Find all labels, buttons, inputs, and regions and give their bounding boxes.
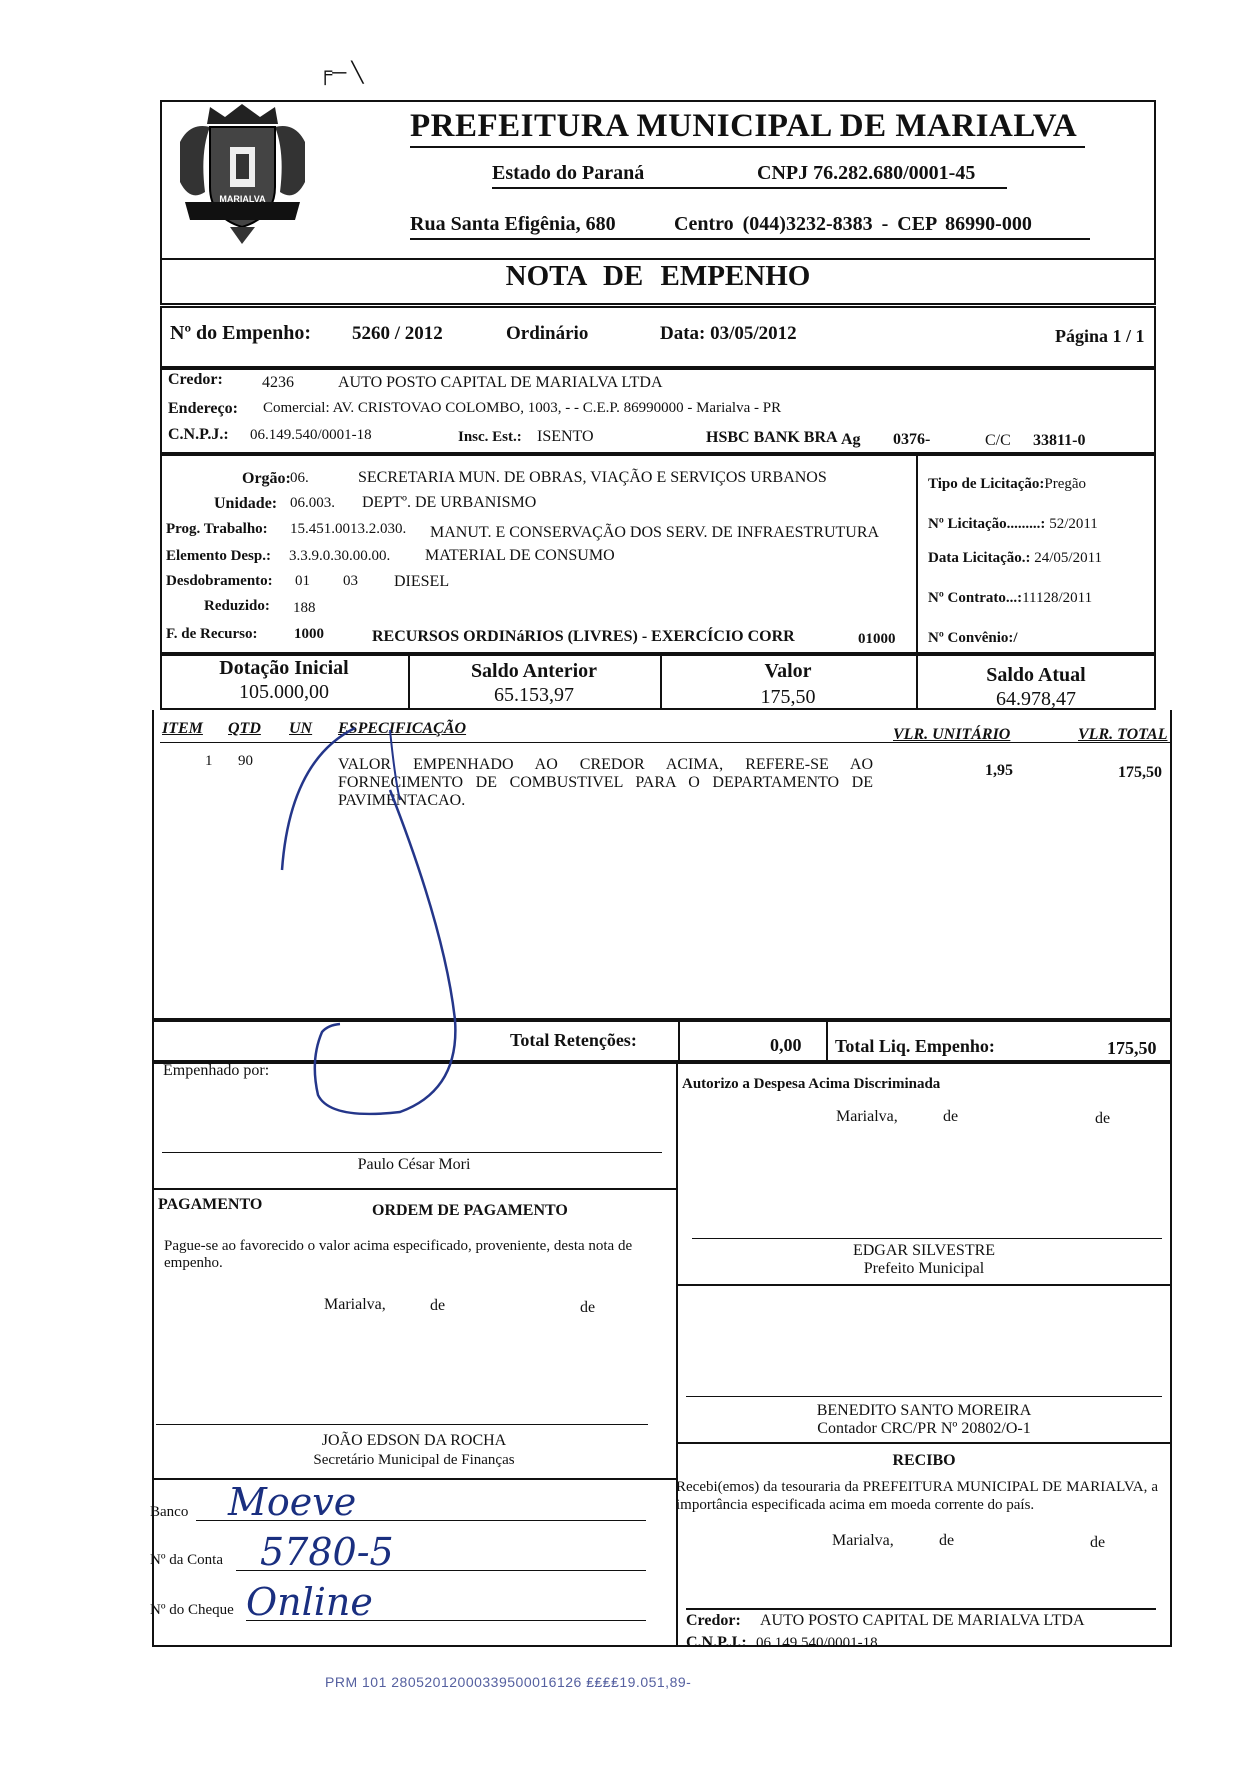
recibo-de1: de <box>939 1532 955 1549</box>
licitacao-numero-label: Nº Licitação.........: <box>928 516 1046 532</box>
autorizo-de1: de <box>943 1108 959 1125</box>
pagamento-label: PAGAMENTO <box>158 1196 263 1213</box>
banco-handwritten: Moeve <box>228 1480 357 1524</box>
reduzido-value: 188 <box>293 600 316 616</box>
desdob-label: Desdobramento: <box>166 573 273 589</box>
dotacao-label: Dotação Inicial <box>219 657 349 679</box>
orgao-name: SECRETARIA MUN. DE OBRAS, VIAÇÃO E SERVIÇOS URBANOS <box>358 469 827 486</box>
credor-label: Credor: <box>168 371 223 388</box>
recurso-code2: 01000 <box>858 631 896 647</box>
total-liq-label: Total Liq. Empenho: <box>835 1036 995 1056</box>
recurso-label: F. de Recurso: <box>166 626 258 642</box>
elemento-name: MATERIAL DE CONSUMO <box>425 547 615 564</box>
licitacao-numero-value: 52/2011 <box>1049 516 1098 532</box>
pagamento-de2: de <box>580 1299 596 1316</box>
banco-label: Banco <box>150 1504 189 1520</box>
item-vlr-total: 175,50 <box>1118 764 1162 781</box>
empenhado-name: Paulo César Mori <box>357 1156 471 1173</box>
recibo-de2: de <box>1090 1534 1106 1551</box>
saldo-anterior-value: 65.153,97 <box>494 684 574 706</box>
total-liq-value: 175,50 <box>1107 1038 1157 1058</box>
state-name: Estado do Paraná <box>492 162 645 184</box>
accountant-title: Contador CRC/PR Nº 20802/O-1 <box>817 1420 1031 1437</box>
vlr-unit-header: VLR. UNITÁRIO <box>893 726 1011 743</box>
conta-handwritten: 5780-5 <box>260 1530 394 1574</box>
orgao-label: Orgão: <box>242 470 291 487</box>
empenho-number-label: Nº do Empenho: <box>170 322 312 344</box>
account-label: C/C <box>985 432 1011 449</box>
saldo-anterior-label: Saldo Anterior <box>470 660 598 682</box>
recibo-text: Recebi(emos) da tesouraria da PREFEITURA MUNICIPAL DE MARIALVA, a importância especificada acima em moeda corrente do país. <box>676 1479 1158 1513</box>
municipality-address: Rua Santa Efigênia, 680 <box>410 213 616 235</box>
saldo-atual-value: 64.978,47 <box>996 688 1076 710</box>
prog-name: MANUT. E CONSERVAÇÃO DOS SERV. DE INFRAESTRUTURA <box>430 524 880 541</box>
desdob-name: DIESEL <box>394 573 450 590</box>
retencoes-value: 0,00 <box>770 1035 802 1055</box>
item-number: 1 <box>205 753 213 769</box>
valor-label: Valor <box>764 660 812 682</box>
unidade-code: 06.003. <box>290 495 335 511</box>
desdob-code1: 01 <box>295 573 310 589</box>
municipality-contact: Centro (044)3232-8383 - CEP 86990-000 <box>674 213 1032 235</box>
credor-cnpj-label: C.N.P.J.: <box>168 426 229 443</box>
conta-label: Nº da Conta <box>150 1552 223 1568</box>
agency-number: 0376- <box>893 431 931 448</box>
item-header: ITEM <box>162 720 203 737</box>
elemento-label: Elemento Desp.: <box>166 548 271 564</box>
recurso-name: RECURSOS ORDINáRIOS (LIVRES) - EXERCÍCIO CORR <box>372 628 795 645</box>
mayor-title: Prefeito Municipal <box>863 1260 985 1277</box>
licitacao-tipo-label-text: Tipo de Licitação: <box>928 476 1045 492</box>
recibo-cnpj: 06.149.540/0001-18 <box>756 1635 878 1651</box>
credor-address: Comercial: AV. CRISTOVAO COLOMBO, 1003, - - C.E.P. 86990000 - Marialva - PR <box>263 400 782 416</box>
valor-value: 175,50 <box>760 686 816 708</box>
account-number: 33811-0 <box>1033 432 1086 449</box>
empenho-type: Ordinário <box>506 323 589 344</box>
secretary-name: JOÃO EDSON DA ROCHA <box>321 1432 507 1449</box>
retencoes-label: Total Retenções: <box>510 1030 637 1050</box>
address-label: Endereço: <box>168 400 238 417</box>
item-qtd: 90 <box>238 753 253 769</box>
cheque-label: Nº do Cheque <box>150 1602 234 1618</box>
cheque-handwritten: Online <box>246 1580 373 1624</box>
bank-name: HSBC BANK BRA <box>706 429 838 446</box>
licitacao-tipo-value: Pregão <box>1044 476 1087 492</box>
vlr-total-header: VLR. TOTAL <box>1078 726 1168 743</box>
recibo-label: RECIBO <box>892 1452 956 1469</box>
credor-code: 4236 <box>262 374 294 391</box>
autorizo-de2: de <box>1095 1110 1111 1127</box>
empenho-number: 5260 / 2012 <box>352 323 443 344</box>
mayor-name: EDGAR SILVESTRE <box>852 1242 996 1259</box>
unidade-label: Unidade: <box>214 495 278 512</box>
licitacao-data-value: 24/05/2011 <box>1034 550 1103 566</box>
autorizo-label: Autorizo a Despesa Acima Discriminada <box>682 1076 941 1092</box>
accountant-name: BENEDITO SANTO MOREIRA <box>816 1402 1032 1419</box>
qtd-header: QTD <box>228 720 261 737</box>
pagamento-de1: de <box>430 1297 446 1314</box>
licitacao-data-label: Data Licitação.: <box>928 550 1031 566</box>
item-espec: VALOR EMPENHADO AO CREDOR ACIMA, REFERE-SE AO FORNECIMENTO DE COMBUSTIVEL PARA O DEPARTAMENTO DE PAVIMENTACAO. <box>338 756 873 809</box>
secretary-title: Secretário Municipal de Finanças <box>313 1452 515 1468</box>
recibo-place: Marialva, <box>832 1532 894 1549</box>
desdob-code2: 03 <box>343 573 358 589</box>
insc-value: ISENTO <box>537 428 594 445</box>
recibo-cnpj-label: C.N.P.J.: <box>686 1634 747 1651</box>
unidade-name: DEPTº. DE URBANISMO <box>362 494 537 511</box>
reduzido-label: Reduzido: <box>204 598 270 614</box>
recurso-code: 1000 <box>294 626 324 642</box>
dotacao-value: 105.000,00 <box>239 681 329 703</box>
prog-label: Prog. Trabalho: <box>166 521 268 537</box>
elemento-code: 3.3.9.0.30.00.00. <box>289 548 391 564</box>
convenio-label: Nº Convênio:/ <box>928 630 1018 646</box>
municipality-cnpj: CNPJ 76.282.680/0001-45 <box>757 162 976 184</box>
orgao-code: 06. <box>290 470 309 486</box>
autorizo-place: Marialva, <box>836 1108 898 1125</box>
pagamento-text: Pague-se ao favorecido o valor acima especificado, proveniente, desta nota de empenho. <box>164 1238 633 1271</box>
recibo-credor-label: Credor: <box>686 1612 741 1629</box>
espec-header: ESPECIFICAÇÃO <box>338 720 467 737</box>
saldo-atual-label: Saldo Atual <box>986 664 1086 686</box>
document-title: NOTA DE EMPENHO <box>505 260 811 292</box>
item-vlr-unit: 1,95 <box>985 762 1013 779</box>
top-scan-marks: ╒─ ╲ <box>318 62 364 84</box>
ordem-pagamento-label: ORDEM DE PAGAMENTO <box>372 1202 568 1219</box>
insc-label: Insc. Est.: <box>458 429 522 445</box>
contrato-value: 11128/2011 <box>1022 590 1093 606</box>
seal-banner-text: MARIALVA <box>219 194 266 204</box>
un-header: UN <box>289 720 313 737</box>
footer-print-code: PRM 101 28052012000339500016126 ₤₤₤₤19.051,89- <box>325 1674 692 1690</box>
recibo-credor: AUTO POSTO CAPITAL DE MARIALVA LTDA <box>760 1612 1085 1629</box>
empenhado-label: Empenhado por: <box>163 1062 270 1079</box>
pagamento-place: Marialva, <box>324 1296 386 1313</box>
credor-name: AUTO POSTO CAPITAL DE MARIALVA LTDA <box>338 374 663 391</box>
empenho-date: Data: 03/05/2012 <box>660 323 797 344</box>
municipality-title: PREFEITURA MUNICIPAL DE MARIALVA <box>410 108 1078 144</box>
agency-label: Ag <box>841 431 861 448</box>
prog-code: 15.451.0013.2.030. <box>290 521 407 537</box>
contrato-label: Nº Contrato...: <box>928 590 1023 606</box>
credor-cnpj: 06.149.540/0001-18 <box>250 427 372 443</box>
page-number: Página 1 / 1 <box>1055 326 1145 346</box>
